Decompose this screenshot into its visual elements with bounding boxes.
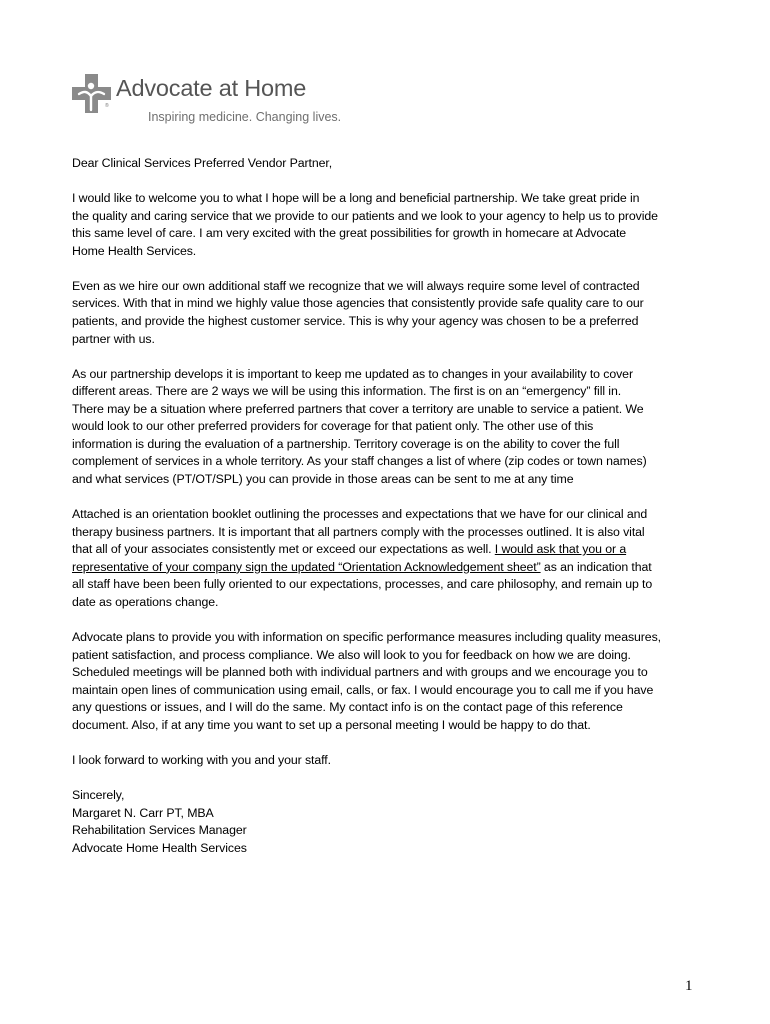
- paragraph-orientation: Attached is an orientation booklet outlining the processes and expectations that we have for our clinical and therapy business partners. It is important that all partners comply with the processes outlined. It is also vital that all of your associates consistently met or exceed our expectations as well. I would ask that you or a representative of your company sign the updated “Orientation Acknowledgement sheet” as an indication that all staff have been been fully oriented to our expectations, processes, and care philosophy, and remain up to date as operations change.: [72, 507, 653, 610]
- acknowledgement-sheet-text: representative of your company sign the updated “Orientation Acknowledgement sheet”: [72, 559, 541, 574]
- signer-organization: Advocate Home Health Services: [72, 840, 247, 855]
- paragraph-availability: As our partnership develops it is important to keep me updated as to changes in your availability to cover different areas. There are 2 ways we will be using this information. The first is on an “emergency” fill in. There may be a situation where preferred partners that cover a territory are unable to service a patient. We would look to our other preferred providers for coverage for that patient only. The other use of this information is during the evaluation of a partnership. Territory coverage is on the ability to cover the full complement of services in a whole territory. As your staff changes a list of where (zip codes or town names) and what services (PT/OT/SPL) you can provide in those areas can be sent to me at any time: [72, 366, 647, 487]
- signer-name: Margaret N. Carr PT, MBA: [72, 805, 214, 820]
- signoff: Sincerely,: [72, 787, 125, 802]
- logo-name: Advocate at Home: [116, 75, 307, 101]
- paragraph-performance: Advocate plans to provide you with information on specific performance measures including quality measures, patient satisfaction, and process compliance. We also will look to you for feedback on how we are doing. Scheduled meetings will be planned both with individual partners and with groups and we encourage you to maintain open lines of communication using email, calls, or fax. I would encourage you to call me if you have any questions or issues, and I will do the same. My contact info is on the contact page of this reference document. Also, if at any time you want to set up a personal meeting I would be happy to do that.: [72, 630, 661, 732]
- logo: [72, 73, 372, 129]
- paragraph-contracted-services: Even as we hire our own additional staff we recognize that we will always require some level of contracted services. With that in mind we highly value those agencies that consistently provide safe quality care to our patients, and provide the highest customer service. This is why your agency was chosen to be a preferred partner with us.: [72, 278, 644, 346]
- logo-tagline: Inspiring medicine. Changing lives.: [148, 110, 342, 124]
- signer-title: Rehabilitation Services Manager: [72, 823, 247, 838]
- closing-line: I look forward to working with you and your staff.: [72, 752, 331, 767]
- page-number: 1: [685, 978, 693, 994]
- letter-body: [72, 155, 712, 875]
- salutation: Dear Clinical Services Preferred Vendor Partner,: [72, 156, 333, 170]
- acknowledgement-request-text: I would ask that you or a: [494, 542, 627, 557]
- signature-block: [72, 787, 712, 857]
- paragraph-welcome: I would like to welcome you to what I hope will be a long and beneficial partnership. We take great pride in the quality and caring service that we provide to our patients and we look to your agency to help us to provide this same level of care. I am very excited with the great possibilities for growth in homecare at Advocate Home Health Services.: [72, 190, 658, 258]
- registered-mark: ®: [105, 103, 109, 109]
